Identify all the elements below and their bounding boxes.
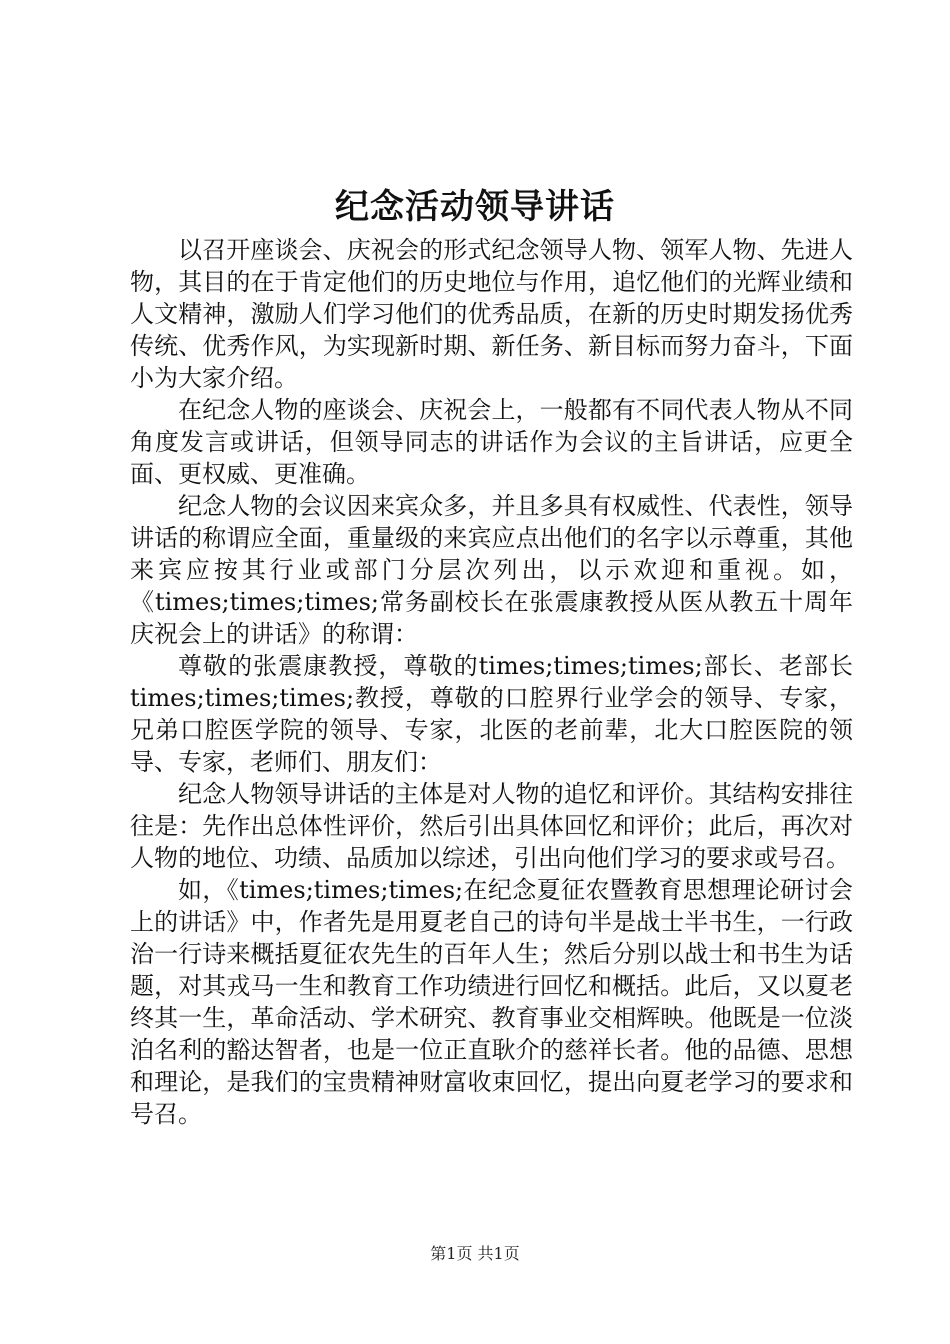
document-title: 纪念活动领导讲话 <box>335 187 615 227</box>
paragraph: 如，《times;times;times;在纪念夏征农暨教育思想理论研讨会上的讲话》中，作者先是用夏老自己的诗句半是战士半书生，一行政治一行诗来概括夏征农先生的百年人生；然后分别以战士和书生为话题，对其戎马一生和教育工作功绩进行回忆和概括。此后，又以夏老终其一生，革命活动、学术研究、教育事业交相辉映。他既是一位淡泊名利的豁达智者，也是一位正直耿介的慈祥长者。他的品德、思想和理论，是我们的宝贵精神财富收束回忆，提出向夏老学习的要求和号召。 <box>130 876 853 1128</box>
paragraph: 尊敬的张震康教授，尊敬的times;times;times;部长、老部长times;times;times;教授，尊敬的口腔界行业学会的领导、专家，兄弟口腔医学院的领导、专家，北医的老前辈，北大口腔医院的领导、专家，老师们、朋友们： <box>130 652 853 776</box>
paragraph: 以召开座谈会、庆祝会的形式纪念领导人物、领军人物、先进人物，其目的在于肯定他们的历史地位与作用，追忆他们的光辉业绩和人文精神，激励人们学习他们的优秀品质，在新的历史时期发扬优秀传统、优秀作风，为实现新时期、新任务、新目标而努力奋斗，下面小为大家介绍。 <box>130 236 853 392</box>
document-body <box>130 234 853 1130</box>
paragraph: 纪念人物的会议因来宾众多，并且多具有权威性、代表性，领导讲话的称谓应全面，重量级的来宾应点出他们的名字以示尊重，其他来宾应按其行业或部门分层次列出，以示欢迎和重视。如，《times;times;times;常务副校长在张震康教授从医从教五十周年庆祝会上的讲话》的称谓： <box>130 492 853 648</box>
paragraph: 在纪念人物的座谈会、庆祝会上，一般都有不同代表人物从不同角度发言或讲话，但领导同志的讲话作为会议的主旨讲话，应更全面、更权威、更准确。 <box>130 396 853 488</box>
paragraph: 纪念人物领导讲话的主体是对人物的追忆和评价。其结构安排往往是：先作出总体性评价，然后引出具体回忆和评价；此后，再次对人物的地位、功绩、品质加以综述，引出向他们学习的要求或号召。 <box>130 780 853 872</box>
page-footer: 第1页 共1页 <box>430 1244 520 1263</box>
